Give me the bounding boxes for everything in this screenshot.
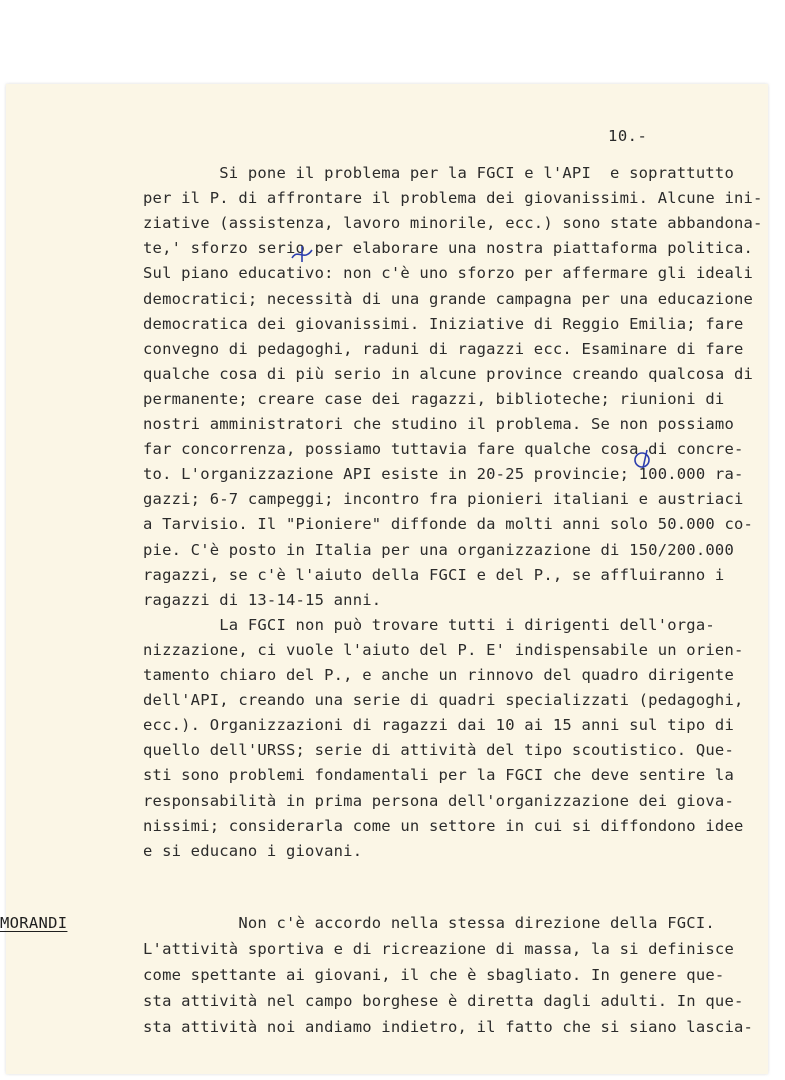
text-line: quello dell'URSS; serie di attività del tipo scoutistico. Que- [143,741,734,760]
text-line: responsabilità in prima persona dell'organizzazione dei giova- [143,791,734,810]
ink-correction-mark-2 [632,448,654,470]
text-line: L'attività sportiva e di ricreazione di massa, la si definisce [143,939,734,958]
text-line: sti sono problemi fondamentali per la FGCI che deve sentire la [143,766,734,785]
text-line: ragazzi di 13-14-15 anni. [143,590,382,609]
text-line: far concorrenza, possiamo tuttavia fare qualche cosa di concre- [143,440,744,459]
page-number: 10.- [608,127,648,145]
text-line: te,' sforzo serio per elaborare una nostra piattaforma politica. [143,239,754,258]
text-line: gazzi; 6-7 campeggi; incontro fra pionieri italiani e austriaci [143,490,744,509]
text-line: Sul piano educativo: non c'è uno sforzo per affermare gli ideali [143,264,754,283]
ink-correction-mark [290,244,318,264]
ink-stroke-icon [292,246,312,262]
text-line: democratici; necessità di una grande campagna per una educazione [143,289,754,308]
text-line: qualche cosa di più serio in alcune province creando qualcosa di [143,364,754,383]
text-line: nizzazione, ci vuole l'aiuto del P. E' indispensabile un orien- [143,640,744,659]
ink-circle-icon [635,453,649,467]
text-line: per il P. di affrontare il problema dei giovanissimi. Alcune ini- [143,189,763,208]
text-line: nissimi; considerarla come un settore in cui si diffondono idee [143,816,744,835]
speaker-label: MORANDI [0,914,68,932]
text-line: dell'API, creando una serie di quadri specializzati (pedagoghi, [143,691,744,710]
text-line: e si educano i giovani. [143,841,363,860]
text-line: tamento chiaro del P., e anche un rinnovo del quadro dirigente [143,666,734,684]
text-line: sta attività noi andiamo indietro, il fatto che si siano lascia- [143,1017,754,1036]
text-line: Si pone il problema per la FGCI e l'API e soprattutto [143,164,734,182]
text-line: permanente; creare case dei ragazzi, biblioteche; riunioni di [143,389,725,408]
text-line: ecc.). Organizzazioni di ragazzi dai 10 ai 15 anni sul tipo di [143,716,734,735]
text-line: La FGCI non può trovare tutti i dirigenti dell'orga- [143,615,715,634]
text-line: nostri amministratori che studino il problema. Se non possiamo [143,415,734,433]
text-line: ziative (assistenza, lavoro minorile, ecc.) sono state abbandona- [143,214,763,233]
text-line: pie. C'è posto in Italia per una organizzazione di 150/200.000 [143,540,734,559]
text-line: Non c'è accordo nella stessa direzione della FGCI. [143,914,715,932]
text-line: come spettante ai giovani, il che è sbagliato. In genere que- [143,965,725,984]
text-line: sta attività nel campo borghese è diretta dagli adulti. In que- [143,991,744,1010]
text-line: convegno di pedagoghi, raduni di ragazzi ecc. Esaminare di fare [143,339,744,358]
text-line: democratica dei giovanissimi. Iniziative di Reggio Emilia; fare [143,314,744,333]
text-line: a Tarvisio. Il "Pioniere" diffonde da molti anni solo 50.000 co- [143,515,754,534]
text-line: to. L'organizzazione API esiste in 20-25 provincie; 100.000 ra- [143,465,744,484]
text-line: ragazzi, se c'è l'aiuto della FGCI e del P., se affluiranno i [143,565,725,584]
